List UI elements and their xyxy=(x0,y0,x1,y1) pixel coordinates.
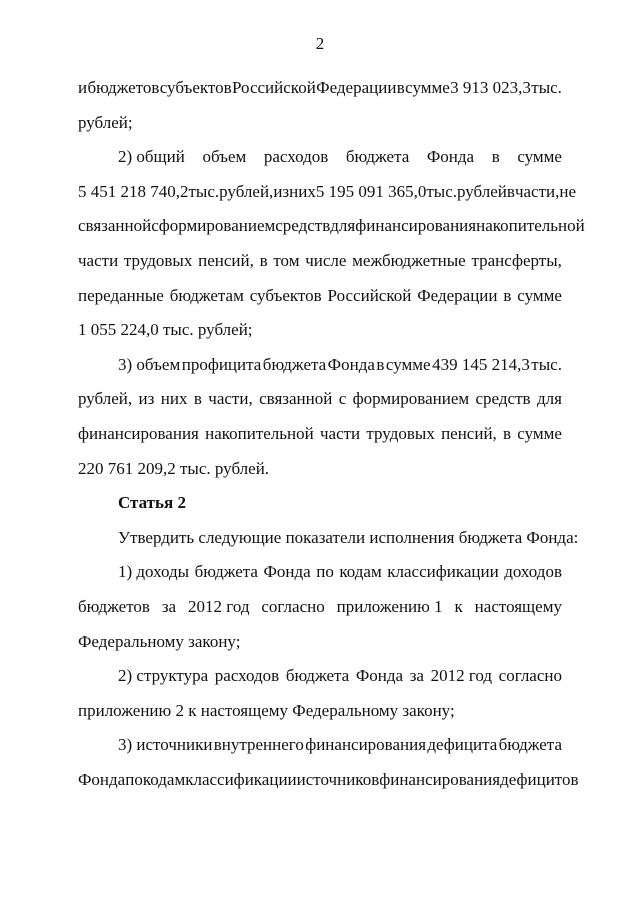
text-line: 5 451 218 740,2 тыс. рублей, из них 5 195 091 365,0 тыс. рублей в части, не xyxy=(78,181,577,201)
text-line: рублей, из них в части, связанной с формированием средств для xyxy=(78,389,562,409)
paragraph-item-2-expenses xyxy=(78,143,585,351)
text-line: 1) доходы бюджета Фонда по кодам классификации доходов xyxy=(118,562,562,582)
heading-line: Статья 2 xyxy=(118,493,186,513)
text-line: Федеральному закону; xyxy=(78,631,241,651)
text-line: и бюджетов субъектов Российской Федерации в сумме 3 913 023,3 тыс. xyxy=(78,78,562,97)
paragraph-item-3-sources xyxy=(78,731,579,800)
text-line: связанной с формированием средств для финансирования накопительной xyxy=(78,216,585,236)
text-line: 220 761 209,2 тыс. рублей. xyxy=(78,458,270,478)
text-line: приложению 2 к настоящему Федеральному закону; xyxy=(78,700,455,720)
paragraph-approve-intro xyxy=(78,524,579,559)
text-line: 2) общий объем расходов бюджета Фонда в сумме xyxy=(118,147,562,167)
page-number: 2 xyxy=(315,34,325,53)
text-line: Утвердить следующие показатели исполнения бюджета Фонда: xyxy=(118,527,579,547)
text-line: бюджетов за 2012 год согласно приложению 1 к настоящему xyxy=(78,596,562,616)
paragraph-item-1-revenues xyxy=(78,558,562,662)
document-body xyxy=(78,74,585,800)
text-line: 3) источники внутреннего финансирования дефицита бюджета xyxy=(118,735,562,755)
text-line: 2) структура расходов бюджета Фонда за 2012 год согласно xyxy=(118,666,562,686)
text-line: Фонда по кодам классификации источников финансирования дефицитов xyxy=(78,769,579,789)
text-line: части трудовых пенсий, в том числе межбюджетные трансферты, xyxy=(78,250,562,270)
text-line: финансирования накопительной части трудовых пенсий, в сумме xyxy=(78,423,562,443)
paragraph-continuation xyxy=(78,74,562,143)
text-line: переданные бюджетам субъектов Российской Федерации в сумме xyxy=(78,285,562,305)
paragraph-item-3-surplus xyxy=(78,351,562,489)
article-heading xyxy=(78,489,562,524)
text-line: 3) объем профицита бюджета Фонда в сумме 439 145 214,3 тыс. xyxy=(118,354,562,374)
text-line: 1 055 224,0 тыс. рублей; xyxy=(78,320,253,340)
text-line: рублей; xyxy=(78,112,133,132)
paragraph-item-2-structure xyxy=(78,662,562,731)
